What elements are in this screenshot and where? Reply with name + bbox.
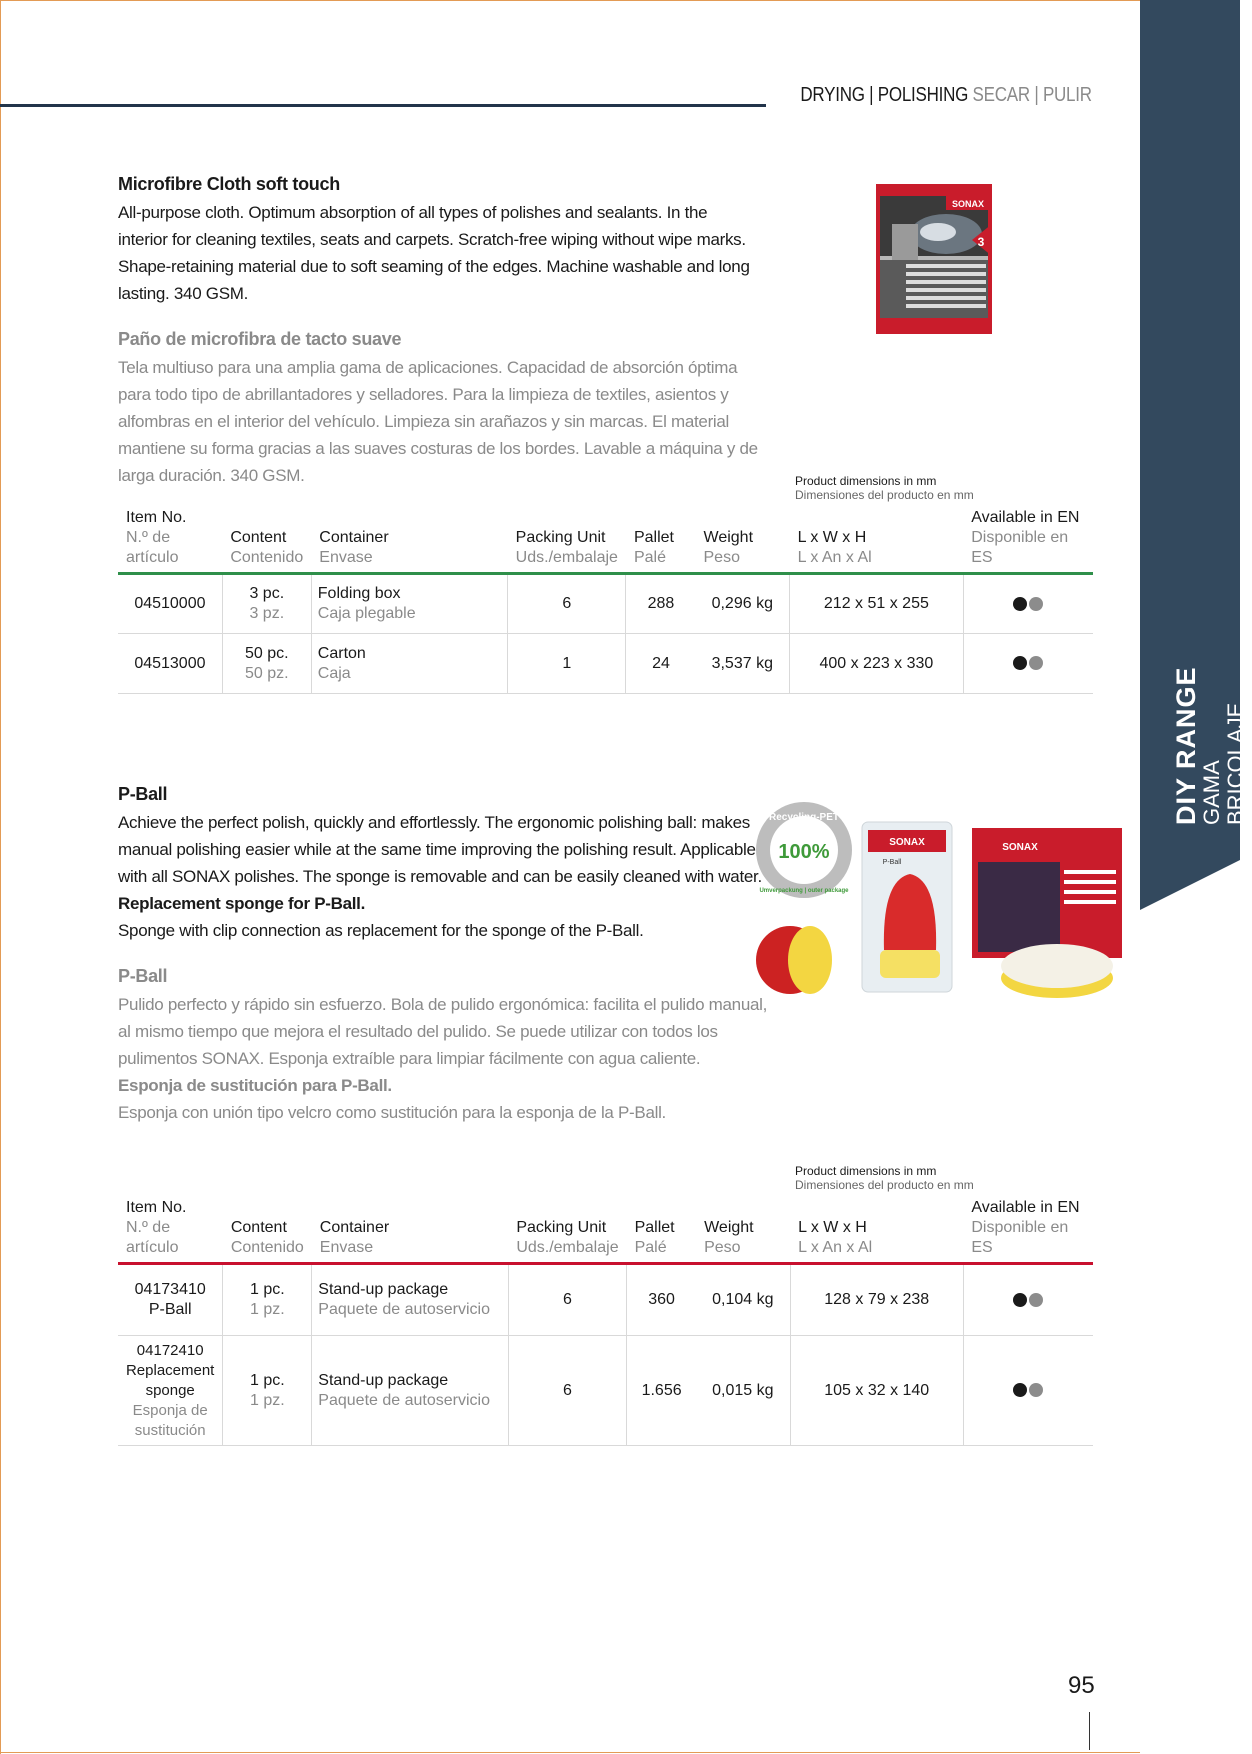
product2-sub-en: Replacement sponge for P-Ball.	[118, 894, 365, 913]
col-availability: Available in EN Disponible en ES	[971, 1199, 1080, 1256]
cell-container: Folding box Caja plegable	[311, 574, 507, 634]
product1-text-en: All-purpose cloth. Optimum absorption of all types of polishes and sealants. In the interior for cleaning textiles, seats and carpets. Scratch-free wiping without wipe marks. Shape-retaining material due to soft seaming of the edges. Machine washable and long lasting. 340 GSM.	[118, 203, 750, 303]
cell-pallet: 1.656	[627, 1336, 697, 1446]
cell-dims: 128 x 79 x 238	[790, 1264, 963, 1336]
cell-availability	[963, 634, 1093, 694]
cell-pallet: 360	[627, 1264, 697, 1336]
cell-weight: 0,015 kg	[696, 1336, 790, 1446]
product1-text-es: Tela multiuso para una amplia gama de aplicaciones. Capacidad de absorción óptima para todo tipo de abrillantadores y selladores. Para la limpieza de textiles, asientos y alfombras en el interior del vehículo. Limpieza sin arañazos y sin marcas. El material mantiene su forma gracias a las suaves costuras de los bordes. Lavable a máquina y de larga duración. 340 GSM.	[118, 358, 758, 485]
table-header-row	[118, 508, 1093, 574]
sidebar-label	[1172, 655, 1252, 825]
available-en-dot	[1013, 1293, 1027, 1307]
table-row	[118, 574, 1093, 634]
available-es-dot	[1029, 1293, 1043, 1307]
page-frame-bottom	[0, 1752, 1140, 1753]
product2-dims-note-en: Product dimensions in mm	[795, 1164, 937, 1178]
pball-pack-brand: SONAX	[889, 837, 925, 848]
cell-packing: 1	[508, 634, 626, 694]
cloth-count-badge: 3	[977, 235, 985, 249]
cell-packing: 6	[508, 574, 626, 634]
cell-content: 1 pc. 1 pz.	[223, 1264, 312, 1336]
sidebar	[1140, 0, 1248, 1754]
product1-dims-note-en: Product dimensions in mm	[795, 474, 937, 488]
col-weight: Weight Peso	[704, 1219, 754, 1256]
product1-dims-note-es: Dimensiones del producto en mm	[795, 488, 974, 502]
sponge-pack-brand: SONAX	[1002, 842, 1038, 853]
cell-container: Stand-up package Paquete de autoservicio	[312, 1336, 509, 1446]
cell-dims: 400 x 223 x 330	[790, 634, 964, 694]
page-number: 95	[1068, 1672, 1095, 1699]
product2-text-es: Pulido perfecto y rápido sin esfuerzo. Bola de pulido ergonómica: facilita el pulido manual, al mismo tiempo que mejora el resultado del pulido. Se puede utilizar con todos los pulimentos SONAX. Esponja extraíble para limpiar fácilmente con agua caliente.	[118, 995, 768, 1068]
available-es-dot	[1029, 1383, 1043, 1397]
cell-content: 3 pc. 3 pz.	[222, 574, 311, 634]
product2-title-en: P-Ball	[118, 784, 168, 804]
available-es-dot	[1029, 597, 1043, 611]
p-ball-product-image	[752, 800, 1132, 1020]
cell-dims: 105 x 32 x 140	[790, 1336, 963, 1446]
cell-availability	[963, 1264, 1093, 1336]
cell-item: 04513000	[118, 634, 222, 694]
product1-description	[118, 174, 778, 489]
cell-pallet: 24	[626, 634, 696, 694]
col-pallet: Pallet Palé	[634, 1219, 675, 1256]
cell-pallet: 288	[626, 574, 696, 634]
table-row	[118, 1264, 1093, 1336]
available-en-dot	[1013, 656, 1027, 670]
page-frame-left	[0, 0, 1, 1754]
product1-dims-note	[795, 474, 974, 502]
product2-dims-note	[795, 1164, 974, 1192]
cell-weight: 0,104 kg	[696, 1264, 790, 1336]
recycling-badge-top: Recycling-PET	[768, 812, 840, 823]
available-es-dot	[1029, 656, 1043, 670]
product2-subtext-es: Esponja con unión tipo velcro como sustitución para la esponja de la P-Ball.	[118, 1103, 666, 1122]
col-content: Content Contenido	[230, 1219, 304, 1256]
col-content: Content Contenido	[230, 529, 304, 566]
sidebar-label-es: GAMA BRICOLAJE	[1199, 702, 1248, 825]
table-header-row	[118, 1198, 1093, 1264]
cell-weight: 0,296 kg	[696, 574, 790, 634]
product2-description	[118, 784, 778, 1126]
col-item: Item No. N.º de artículo	[126, 1199, 187, 1256]
microfibre-cloth-package-image	[876, 184, 992, 334]
page-title-en: DRYING | POLISHING	[800, 84, 969, 106]
col-availability: Available in EN Disponible en ES	[971, 509, 1080, 566]
cell-weight: 3,537 kg	[696, 634, 790, 694]
sidebar-label-en: DIY RANGE	[1171, 666, 1201, 825]
table-row	[118, 1336, 1093, 1446]
col-packing: Packing Unit Uds./embalaje	[516, 1219, 619, 1256]
cell-container: Stand-up package Paquete de autoservicio	[312, 1264, 509, 1336]
cell-container: Carton Caja	[311, 634, 507, 694]
col-packing: Packing Unit Uds./embalaje	[515, 529, 618, 566]
col-item: Item No. N.º de artículo	[126, 509, 187, 566]
cell-packing: 6	[508, 1336, 626, 1446]
cell-availability	[963, 574, 1093, 634]
cell-dims: 212 x 51 x 255	[790, 574, 964, 634]
product2-dims-note-es: Dimensiones del producto en mm	[795, 1178, 974, 1192]
cell-packing: 6	[508, 1264, 626, 1336]
product1-spec-table	[118, 508, 1093, 694]
product2-text-en: Achieve the perfect polish, quickly and effortlessly. The ergonomic polishing ball: makes manual polishing easier while at the same time improving the polishing result. Applicable with all SONAX polishes. The sponge is removable and can be easily cleaned with water.	[118, 813, 762, 886]
product2-spec-table	[118, 1198, 1093, 1446]
recycling-badge-percent: 100%	[778, 841, 830, 863]
product2-subtext-en: Sponge with clip connection as replacement for the sponge of the P-Ball.	[118, 921, 644, 940]
cell-item: 04172410 Replacement sponge Esponja de sustitución	[118, 1336, 223, 1446]
col-dims: L x W x H L x An x Al	[797, 529, 872, 566]
pball-pack-name: P-Ball	[882, 859, 902, 866]
table-row	[118, 634, 1093, 694]
page-title-es: SECAR | PULIR	[972, 84, 1092, 106]
recycling-badge-bottom: Umverpackung | outer package	[759, 888, 849, 894]
col-pallet: Pallet Palé	[633, 529, 674, 566]
page-frame-top	[0, 0, 1140, 1]
col-container: Container Envase	[319, 1219, 390, 1256]
product1-title-es: Paño de microfibra de tacto suave	[118, 329, 402, 349]
available-en-dot	[1013, 597, 1027, 611]
product2-title-es: P-Ball	[118, 966, 168, 986]
cell-item: 04173410 P-Ball	[118, 1264, 223, 1336]
col-weight: Weight Peso	[703, 529, 754, 566]
cell-content: 1 pc. 1 pz.	[223, 1336, 312, 1446]
col-dims: L x W x H L x An x Al	[798, 1219, 873, 1256]
available-en-dot	[1013, 1383, 1027, 1397]
page-title	[801, 84, 1092, 107]
cell-item: 04510000	[118, 574, 222, 634]
col-container: Container Envase	[319, 529, 389, 566]
product1-title-en: Microfibre Cloth soft touch	[118, 174, 340, 194]
product2-sub-es: Esponja de sustitución para P-Ball.	[118, 1076, 392, 1095]
cloth-brand-logo: SONAX	[951, 199, 985, 209]
cell-availability	[963, 1336, 1093, 1446]
cell-content: 50 pc. 50 pz.	[222, 634, 311, 694]
header-rule	[0, 104, 766, 107]
page-number-tick	[1089, 1712, 1090, 1750]
